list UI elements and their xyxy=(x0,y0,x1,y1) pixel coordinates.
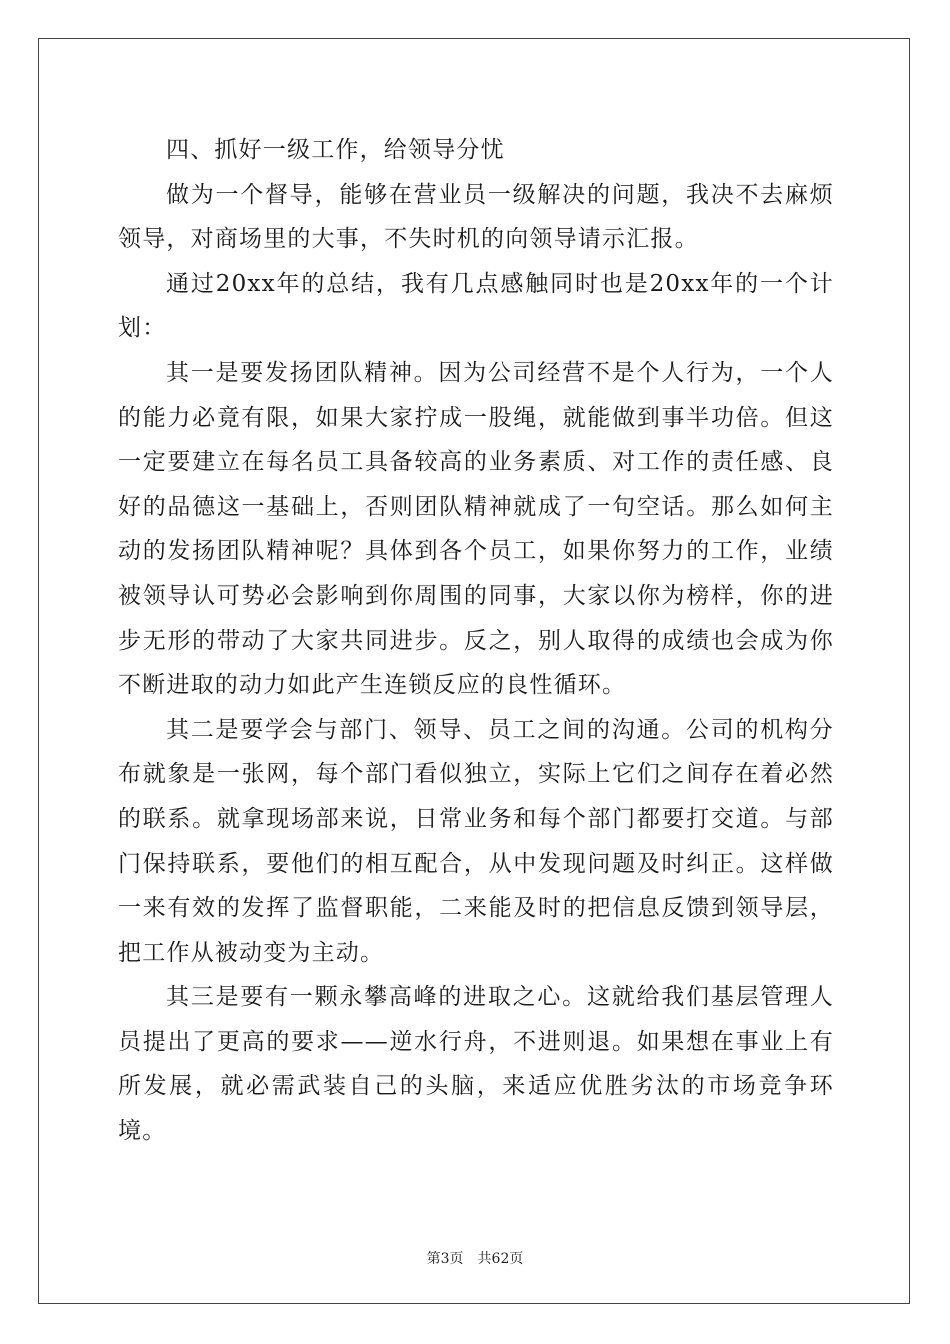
paragraph: 其二是要学会与部门、领导、员工之间的沟通。公司的机构分布就象是一张网，每个部门看似独立，实际上它们之间存在着必然的联系。就拿现场部来说，日常业务和每个部门都要打交道。与部门保持联系，要他们的相互配合，从中发现问题及时纠正。这样做一来有效的发挥了监督职能，二来能及时的把信息反馈到领导层，把工作从被动变为主动。 xyxy=(118,716,834,966)
paragraph: 其一是要发扬团队精神。因为公司经营不是个人行为，一个人的能力必竟有限，如果大家拧成一股绳，就能做到事半功倍。但这一定要建立在每名员工具备较高的业务素质、对工作的责任感、良好的品德这一基础上，否则团队精神就成了一句空话。那么如何主动的发扬团队精神呢？具体到各个员工，如果你努力的工作，业绩被领导认可势必会影响到你周围的同事，大家以你为榜样，你的进步无形的带动了大家共同进步。反之，别人取得的成绩也会成为你不断进取的动力如此产生连锁反应的良性循环。 xyxy=(118,359,834,699)
document-body xyxy=(118,128,834,1154)
page-total: 共62页 xyxy=(477,1251,524,1267)
paragraph: 其三是要有一颗永攀高峰的进取之心。这就给我们基层管理人员提出了更高的要求——逆水行舟，不进则退。如果想在事业上有所发展，就必需武装自己的头脑，来适应优胜劣汰的市场竞争环境。 xyxy=(118,984,834,1145)
page-footer xyxy=(0,1248,950,1268)
paragraph: 通过20xx年的总结，我有几点感触同时也是20xx年的一个计划： xyxy=(118,270,834,342)
section-heading: 四、抓好一级工作，给领导分忧 xyxy=(166,137,505,163)
page-number: 第3页 xyxy=(426,1251,464,1267)
paragraph: 做为一个督导，能够在营业员一级解决的问题，我决不去麻烦领导，对商场里的大事，不失时机的向领导请示汇报。 xyxy=(118,181,834,253)
